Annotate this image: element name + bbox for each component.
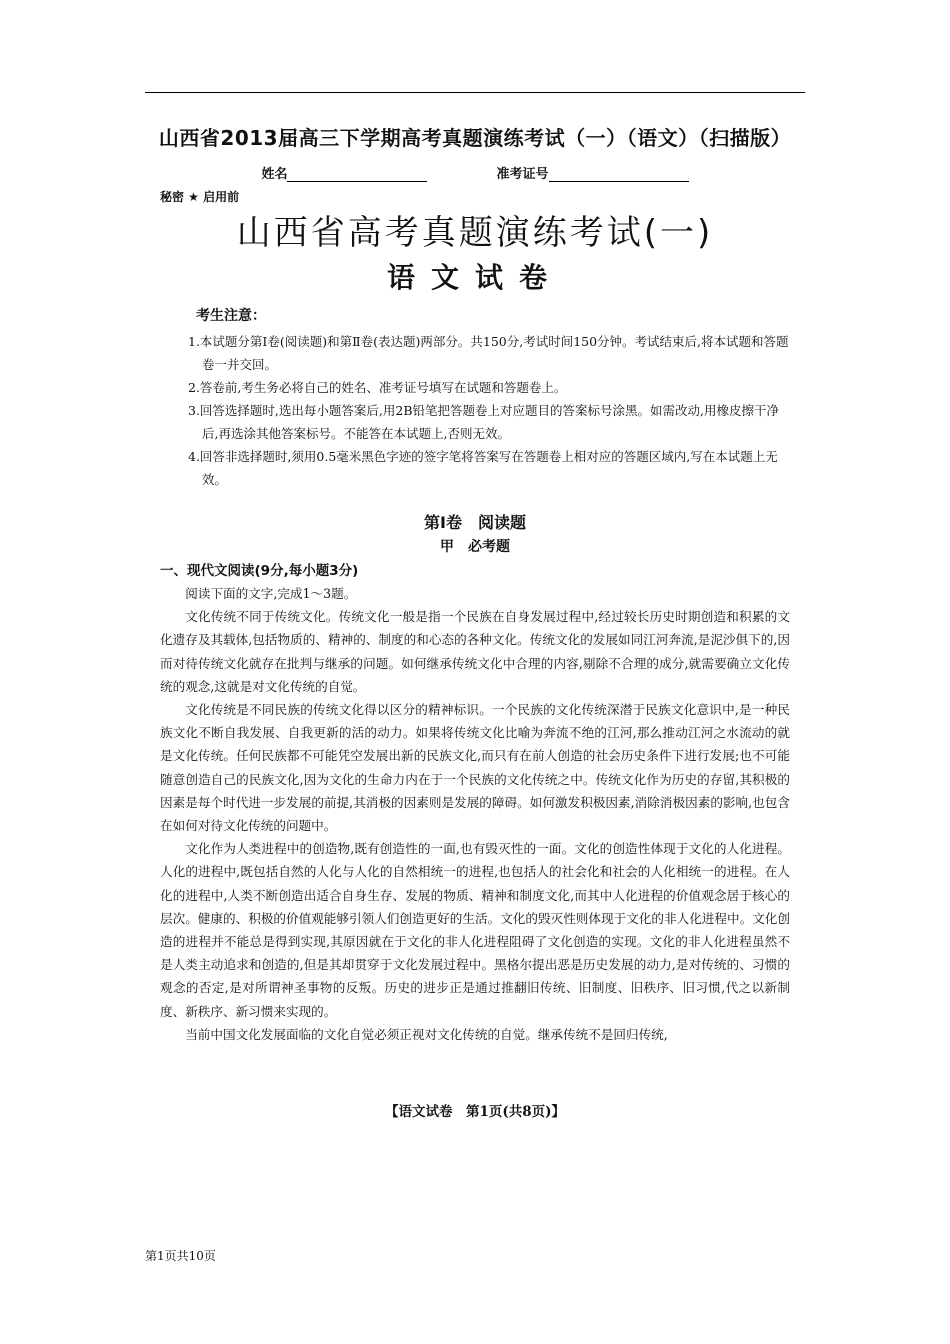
paper-title: 语文试卷: [386, 261, 563, 294]
id-blank: [549, 167, 689, 182]
page-footer: 【语文试卷 第1页(共8页)】: [384, 1104, 566, 1120]
secret-mark: 秘密 ★ 启用前: [160, 190, 240, 204]
notice-item: 4.回答非选择题时,须用0.5毫米黑色字迹的签字笔将答案写在答题卷上相对应的答题区域内,写在本试题上无效。: [188, 449, 778, 487]
section-heading: 一、现代文阅读(9分,每小题3分): [160, 563, 359, 579]
exam-title: 山西省高考真题演练考试(一): [236, 213, 714, 253]
notice-item: 2.答卷前,考生务必将自己的姓名、准考证号填写在试题和答题卷上。: [188, 380, 567, 395]
notice-item: 3.回答选择题时,选出每小题答案后,用2B铅笔把答题卷上对应题目的答案标号涂黑。如需改动,用橡皮擦干净后,再选涂其他答案标号。不能答在本试题上,否则无效。: [188, 403, 779, 441]
notice-heading: 考生注意：: [196, 308, 266, 324]
passage-paragraph: 文化传统不同于传统文化。传统文化一般是指一个民族在自身发展过程中,经过较长历史时期创造和积累的文化遗存及其载体,包括物质的、精神的、制度的和心态的各种文化。传统文化的发展如同江河奔流,是泥沙俱下的,因而对待传统文化就存在批判与继承的问题。如何继承传统文化中合理的内容,剔除不合理的成分,就需要确立文化传统的观念,这就是对文化传统的自觉。: [160, 609, 790, 694]
reading-passage: [160, 582, 790, 1046]
document-title: 山西省2013届高三下学期高考真题演练考试（一）（语文）（扫描版）: [158, 126, 792, 150]
sub-title: 甲 必考题: [440, 539, 510, 555]
candidate-notice: [188, 305, 793, 491]
page-count: 第1页共10页: [145, 1249, 216, 1263]
name-label: 姓名: [261, 167, 288, 182]
passage-paragraph: 文化传统是不同民族的传统文化得以区分的精神标识。一个民族的文化传统深潜于民族文化意识中,是一种民族文化不断自我发展、自我更新的活的动力。如果将传统文化比喻为奔流不绝的江河,那么推动江河之水流动的就是文化传统。任何民族都不可能凭空发展出新的民族文化,而只有在前人创造的社会历史条件下进行发展;也不可能随意创造自己的民族文化,因为文化的生命力内在于一个民族的文化传统之中。传统文化作为历史的存留,其积极的因素是每个时代进一步发展的前提,其消极的因素则是发展的障碍。如何激发积极因素,消除消极因素的影响,也包含在如何对待文化传统的问题中。: [160, 702, 790, 834]
volume-title: 第Ⅰ卷 阅读题: [424, 513, 526, 532]
name-blank: [287, 167, 427, 182]
instruction-paragraph: 阅读下面的文字,完成1～3题。: [185, 586, 357, 601]
passage-paragraph: 文化作为人类进程中的创造物,既有创造性的一面,也有毁灭性的一面。文化的创造性体现于文化的人化进程。人化的进程中,既包括自然的人化与人化的自然相统一的进程,也包括人的社会化和社会的人化相统一的进程。在人化的进程中,人类不断创造出适合自身生存、发展的物质、精神和制度文化,而其中人化进程的价值观念居于核心的层次。健康的、积极的价值观能够引领人们创造更好的生活。文化的毁灭性则体现于文化的非人化进程中。文化创造的进程并不能总是得到实现,其原因就在于文化的非人化进程阻碍了文化创造的实现。文化的非人化进程虽然不是人类主动追求和创造的,但是其却贯穿于文化发展过程中。黑格尔提出恶是历史发展的动力,是对传统的、习惯的观念的否定,是对所谓神圣事物的反叛。历史的进步正是通过推翻旧传统、旧制度、旧秩序、旧习惯,代之以新制度、新秩序、新习惯来实现的。: [160, 841, 790, 1019]
notice-item: 1.本试题分第Ⅰ卷(阅读题)和第Ⅱ卷(表达题)两部分。共150分,考试时间150分钟。考试结束后,将本试题和答题卷一并交回。: [188, 334, 789, 372]
passage-paragraph: 当前中国文化发展面临的文化自觉必须正视对文化传统的自觉。继承传统不是回归传统,: [185, 1026, 668, 1042]
candidate-info-line: [0, 163, 950, 182]
top-rule: [145, 92, 805, 93]
id-label: 准考证号: [496, 167, 549, 182]
